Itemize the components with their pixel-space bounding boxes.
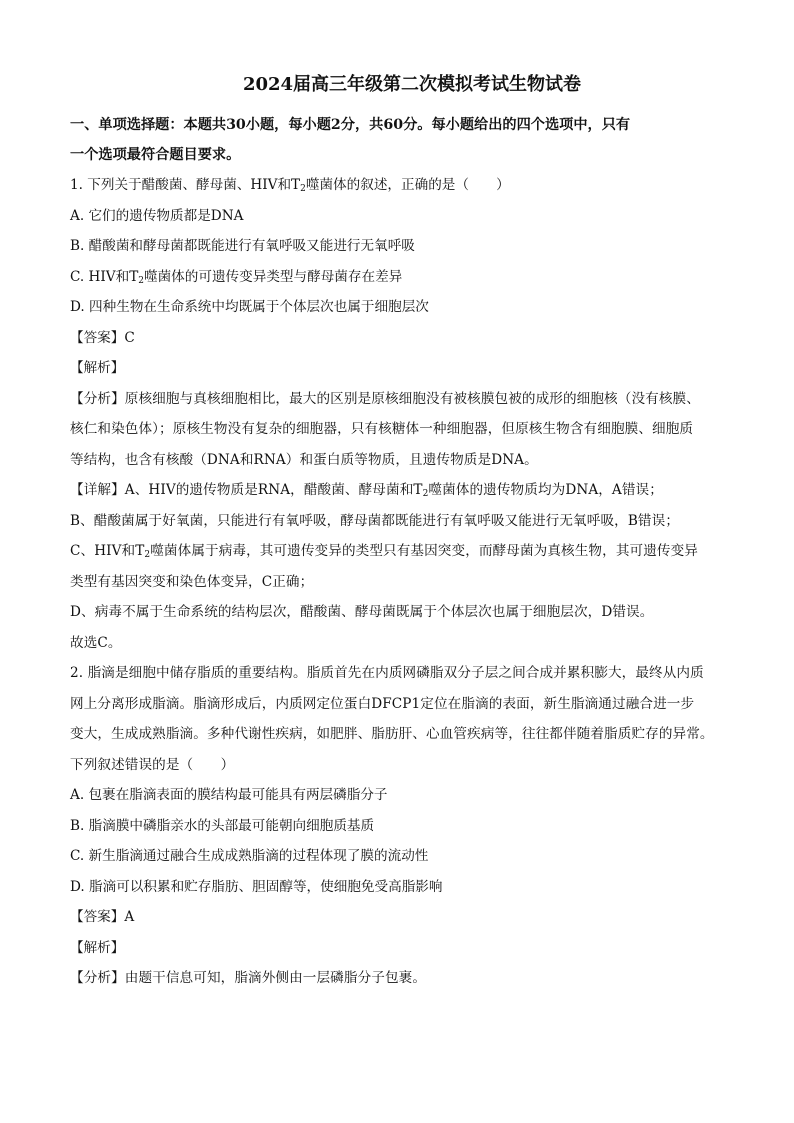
xiangjie-tag: 【详解】 xyxy=(70,482,125,498)
q1-optc-post: 噬菌体的可遗传变异类型与酵母菌存在差异 xyxy=(144,268,403,285)
answer-value: C xyxy=(124,329,135,346)
question-2-answer xyxy=(70,902,754,933)
q1-stem-pre: 1. 下列关于醋酸菌、酵母菌、HIV和T xyxy=(70,177,301,193)
fenxi-text-1: 由题干信息可知，脂滴外侧由一层磷脂分子包裹。 xyxy=(124,970,427,986)
question-1-fenxi-line-2: 核仁和染色体）；原核生物没有复杂的细胞器，只有核糖体一种细胞器，但原核生物含有细胞膜、细胞质 xyxy=(70,421,694,437)
question-2-stem-line-4: 下列叙述错误的是（ ） xyxy=(70,756,235,773)
fenxi-tag: 【分析】 xyxy=(70,390,125,407)
question-1-conclusion: 故选C。 xyxy=(70,634,122,651)
question-1-fenxi-line-1 xyxy=(70,384,754,415)
question-1-analysis-tag: 【解析】 xyxy=(70,360,125,376)
question-1-xiangjie-c-1 xyxy=(70,536,754,567)
answer-tag: 【答案】 xyxy=(70,909,125,925)
fenxi-text-1: 原核细胞与真核细胞相比，最大的区别是原核细胞没有被核膜包被的成形的细胞核（没有核膜、 xyxy=(124,390,700,407)
question-2-stem-line-3: 变大，生成成熟脂滴。多种代谢性疾病，如肥胖、脂肪肝、心血管疾病等，往往都伴随着脂质贮存的异常。 xyxy=(70,726,714,742)
q1-stem-sub: 2 xyxy=(300,184,306,194)
question-2-stem-line-1: 2. 脂滴是细胞中储存脂质的重要结构。脂质首先在内质网磷脂双分子层之间合成并累积膨大，最终从内质 xyxy=(70,665,704,681)
xj-a-sub: 2 xyxy=(422,489,429,499)
q1-optc-pre: C. HIV和T xyxy=(70,268,139,285)
xj-a-post: 噬菌体的遗传物质均为DNA，A错误； xyxy=(428,482,663,498)
question-1-option-c xyxy=(70,262,754,293)
question-2-option-b: B. 脂滴膜中磷脂亲水的头部最可能朝向细胞质基质 xyxy=(70,817,375,834)
section-instructions-line-1: 一、单项选择题：本题共30小题，每小题2分，共60分。每小题给出的四个选项中，只有 xyxy=(70,117,631,133)
xj-c1-sub: 2 xyxy=(144,550,151,560)
question-1-option-b: B. 醋酸菌和酵母菌都既能进行有氧呼吸又能进行无氧呼吸 xyxy=(70,238,415,254)
question-1-fenxi-line-3: 等结构，也含有核酸（DNA和RNA）和蛋白质等物质，且遗传物质是DNA。 xyxy=(70,451,538,468)
question-2-stem-line-2: 网上分离形成脂滴。脂滴形成后，内质网定位蛋白DFCP1定位在脂滴的表面，新生脂滴通过融合进一步 xyxy=(70,695,695,712)
question-1-xiangjie-a xyxy=(70,475,754,506)
question-2-option-a: A. 包裹在脂滴表面的膜结构最可能具有两层磷脂分子 xyxy=(70,787,388,803)
question-1-option-a: A. 它们的遗传物质都是DNA xyxy=(70,207,244,224)
answer-value: A xyxy=(124,909,135,925)
question-2 xyxy=(70,658,754,994)
question-1-stem xyxy=(70,170,754,201)
fenxi-tag: 【分析】 xyxy=(70,970,125,986)
section-instructions-line-2: 一个选项最符合题目要求。 xyxy=(70,147,241,163)
question-1-xiangjie-c-2: 类型有基因突变和染色体变异，C正确； xyxy=(70,573,314,590)
answer-tag: 【答案】 xyxy=(70,329,125,346)
question-1-answer xyxy=(70,323,754,354)
page-title: 2024届高三年级第二次模拟考试生物试卷 xyxy=(242,74,582,95)
question-2-analysis-tag: 【解析】 xyxy=(70,939,125,956)
q1-stem-post: 噬菌体的叙述，正确的是（ ） xyxy=(305,177,510,193)
question-1-option-d: D. 四种生物在生命系统中均既属于个体层次也属于细胞层次 xyxy=(70,299,429,315)
question-2-option-d: D. 脂滴可以积累和贮存脂肪、胆固醇等，使细胞免受高脂影响 xyxy=(70,878,443,895)
q1-optc-sub: 2 xyxy=(138,275,144,286)
question-2-option-c: C. 新生脂滴通过融合生成成熟脂滴的过程体现了膜的流动性 xyxy=(70,848,429,864)
section-instructions xyxy=(70,110,754,170)
xj-a-pre: A、HIV的遗传物质是RNA，醋酸菌、酵母菌和T xyxy=(124,482,423,498)
question-1 xyxy=(70,170,754,658)
question-1-xiangjie-d: D、病毒不属于生命系统的结构层次，醋酸菌、酵母菌既属于个体层次也属于细胞层次，D错误。 xyxy=(70,604,654,620)
xj-c1-post: 噬菌体属于病毒，其可遗传变异的类型只有基因突变，而酵母菌为真核生物，其可遗传变异 xyxy=(150,543,698,559)
xj-c1-pre: C、HIV和T xyxy=(70,543,145,559)
question-1-xiangjie-b: B、醋酸菌属于好氧菌，只能进行有氧呼吸，酵母菌都既能进行有氧呼吸又能进行无氧呼吸，B错误； xyxy=(70,512,680,529)
question-2-fenxi-line-1 xyxy=(70,963,754,994)
